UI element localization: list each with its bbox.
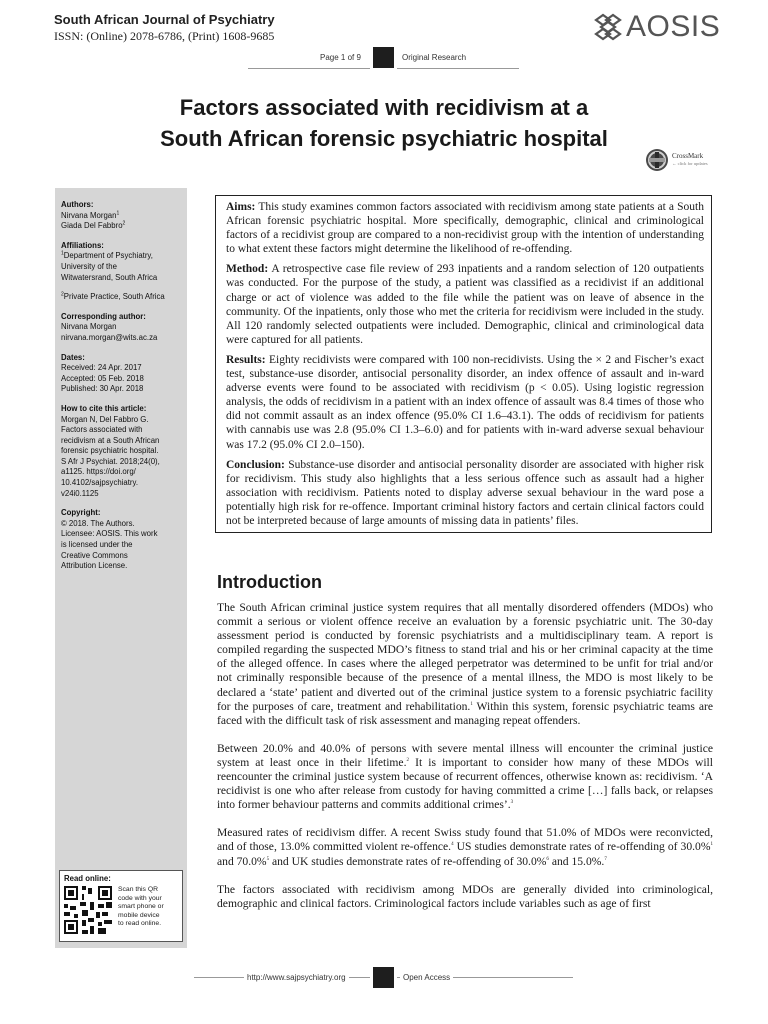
abstract-results: Results: Eighty recidivists were compared with 100 non-recidivists. Using the × 2 and Fischer’s exact test, substance-use disorder, antisocial personality disorder, an index offence of assault and in-ward adverse events were found to be associated with recidivism (p < 0.05). Using logistic regression analysis, the odds of recidivism in a patient with an index offence of assault was 8.4 times of those who did not commit assault as an index offence (95.0% CI 1.6–43.1). The odds of recidivism for patients with cannabis use was 2.8 (95.0% CI 1.3–6.0) and for patients with in-ward adverse sexual behaviour was 17.2 (95.0% CI 2.0–150).	[226, 353, 705, 451]
copyright-line: Licensee: AOSIS. This work	[61, 529, 158, 539]
title-line-1: Factors associated with recidivism at a	[179, 95, 589, 120]
copyright-line: Attribution License.	[61, 561, 128, 571]
citation-line: forensic psychiatric hospital.	[61, 446, 159, 456]
header-rule-left	[248, 68, 370, 69]
citation-line: Factors associated with	[61, 425, 143, 435]
introduction-body	[217, 601, 713, 925]
affiliations-section	[61, 241, 182, 303]
paragraph: Between 20.0% and 40.0% of persons with severe mental illness will encounter the criminal justice system at least once in their lifetime.$^2$ It is important to consider how many of these MDOs will reencounter the criminal justice system because of recurrent offences, otherwise known as: recidivism. ‘A recidivist is one who after release from custody for having committed a crime […] falls back, or relapses into former behaviour patterns and commits additional crimes’.$^3$	[217, 741, 713, 812]
paragraph: The South African criminal justice system requires that all mentally disordered offenders (MDOs) who commit a serious or violent offence receive an evaluation by a forensic psychiatric unit. The 30-day assessment period is conducted by forensic psychiatrists and a multidisciplinary team. A report is compiled regarding the suspected MDO’s fitness to stand trial and his or her criminal capacity at the time of the alleged offence. In cases where the alleged perpetrator was determined to be unfit for trial and/or not criminally responsible because of the presence of a mental illness, the MDO is most likely to be declared a ‘state’ patient and diverted out of the criminal justice system to a forensic psychiatric facility for the purposes of care, treatment and rehabilitation.$^1$ Within this system, forensic psychiatric teams are faced with the difficult task of risk assessment and managing repeat offenders.	[217, 601, 713, 727]
citation-line: recidivism at a South African	[61, 435, 160, 445]
read-online-instructions: Scan this QR code with your smart phone or mobile device to read online.	[118, 886, 164, 927]
header-marker-block	[373, 47, 394, 68]
section-heading-introduction: Introduction	[217, 572, 322, 592]
crossmark-icon	[645, 148, 669, 172]
dates-heading: Dates:	[61, 352, 85, 362]
abstract-aims: Aims: This study examines common factors associated with recidivism among state patients at a South African forensic psychiatric hospital. More specifically, demographic, clinical and criminological factors of a recidivist group are compared to a non-recidivist group with the intention of understanding to what extent these factors might determine the likelihood of re-offending.	[226, 201, 704, 256]
authors-section	[61, 200, 182, 232]
citation-doi-line[interactable]: 10.4102/sajpsychiatry.	[61, 478, 139, 488]
affiliation-1-line-1: $^1$Department of Psychiatry,	[61, 250, 153, 261]
title-line-2: South African forensic psychiatric hospital	[160, 126, 608, 151]
author-2: Giada Del Fabbro$^2$	[61, 220, 126, 231]
article-title	[60, 92, 708, 154]
article-type: Original Research	[402, 53, 467, 62]
citation-section	[61, 404, 182, 499]
abstract-box	[215, 195, 712, 533]
qr-code-icon[interactable]	[64, 886, 112, 934]
copyright-line: is licensed under the	[61, 540, 133, 550]
abstract-method: Method: A retrospective case file review of 293 inpatients and a random selection of 120 outpatients was conducted. For the purpose of the study, a patient was classified as a recidivist if an additional charge or act of violence was added to the file while the patient was on leave of absence in the community. Of the inpatients, only those who met the criteria for recidivism were included in the study. All 120 randomly selected outpatients were included. Demographic, clinical and criminological data were captured for all patients.	[226, 263, 704, 346]
copyright-section	[61, 508, 182, 572]
date-published: Published: 30 Apr. 2018	[61, 384, 144, 394]
affiliations-heading: Affiliations:	[61, 240, 104, 250]
date-received: Received: 24 Apr. 2017	[61, 363, 142, 373]
publisher-logo	[594, 12, 720, 42]
aosis-lattice-icon	[594, 13, 622, 41]
abstract-conclusion: Conclusion: Substance-use disorder and antisocial personality disorder are associated with higher risk for recidivism. This study also highlights that a less serious offence such as assault had a higher association with recidivism. Patients noted to display adverse sexual behaviour in the ward pose a potentially high risk for re-offence. Important criminal history factors and certain clinical factors could not be interpreted because of large amounts of missing data in patients’ files.	[226, 458, 705, 527]
citation-line: S Afr J Psychiat. 2018;24(0),	[61, 456, 160, 466]
read-online-box	[59, 870, 183, 942]
journal-url[interactable]: http://www.sajpsychiatry.org	[244, 973, 349, 982]
header-rule-right	[397, 68, 519, 69]
corresponding-author-name: Nirvana Morgan	[61, 322, 117, 332]
citation-doi-line[interactable]: v24i0.1125	[61, 488, 99, 498]
crossmark-label: CrossMark	[672, 152, 704, 160]
corresponding-author-heading: Corresponding author:	[61, 311, 146, 321]
paragraph: The factors associated with recidivism among MDOs are generally divided into criminological, demographic and clinical factors. Criminological factors include variables such as age of first	[217, 882, 713, 910]
page-footer	[0, 967, 768, 989]
issn: ISSN: (Online) 2078-6786, (Print) 1608-9685	[54, 29, 275, 43]
read-online-heading: Read online:	[64, 874, 111, 883]
journal-name: South African Journal of Psychiatry	[54, 12, 275, 27]
author-1: Nirvana Morgan$^1$	[61, 210, 120, 220]
article-info-sidebar	[55, 188, 187, 948]
copyright-line: © 2018. The Authors.	[61, 518, 135, 528]
crossmark-badge[interactable]	[645, 148, 708, 172]
affiliation-1-line-2: University of the	[61, 261, 117, 271]
aosis-wordmark: AOSIS	[626, 10, 721, 43]
page-number: Page 1 of 9	[320, 53, 361, 62]
footer-marker-block	[373, 967, 394, 988]
corresponding-author-email[interactable]: nirvana.morgan@wits.ac.za	[61, 332, 158, 342]
citation-line: Morgan N, Del Fabbro G.	[61, 414, 149, 424]
corresponding-author-section	[61, 312, 182, 344]
citation-heading: How to cite this article:	[61, 403, 147, 413]
page-strip	[0, 47, 768, 69]
authors-heading: Authors:	[61, 200, 94, 209]
citation-doi-line[interactable]: a1125. https://doi.org/	[61, 467, 136, 477]
copyright-heading: Copyright:	[61, 508, 101, 518]
copyright-line: Creative Commons	[61, 550, 128, 560]
affiliation-2: $^2$Private Practice, South Africa	[61, 291, 165, 302]
date-accepted: Accepted: 05 Feb. 2018	[61, 373, 144, 383]
affiliation-1-line-3: Witwatersrand, South Africa	[61, 272, 158, 282]
dates-section	[61, 353, 182, 395]
paragraph: Measured rates of recidivism differ. A recent Swiss study found that 51.0% of MDOs were reconvicted, and of those, 13.0% committed violent re-offence.$^4$ US studies demonstrate rates of re-offending of 30.0%$^1$ and 70.0%$^5$ and UK studies demonstrate rates of re-offending of 30.0%$^6$ and 15.0%.$^7$	[217, 826, 713, 868]
crossmark-sublabel: ← click for updates	[672, 161, 708, 166]
open-access-label: Open Access	[400, 973, 453, 982]
